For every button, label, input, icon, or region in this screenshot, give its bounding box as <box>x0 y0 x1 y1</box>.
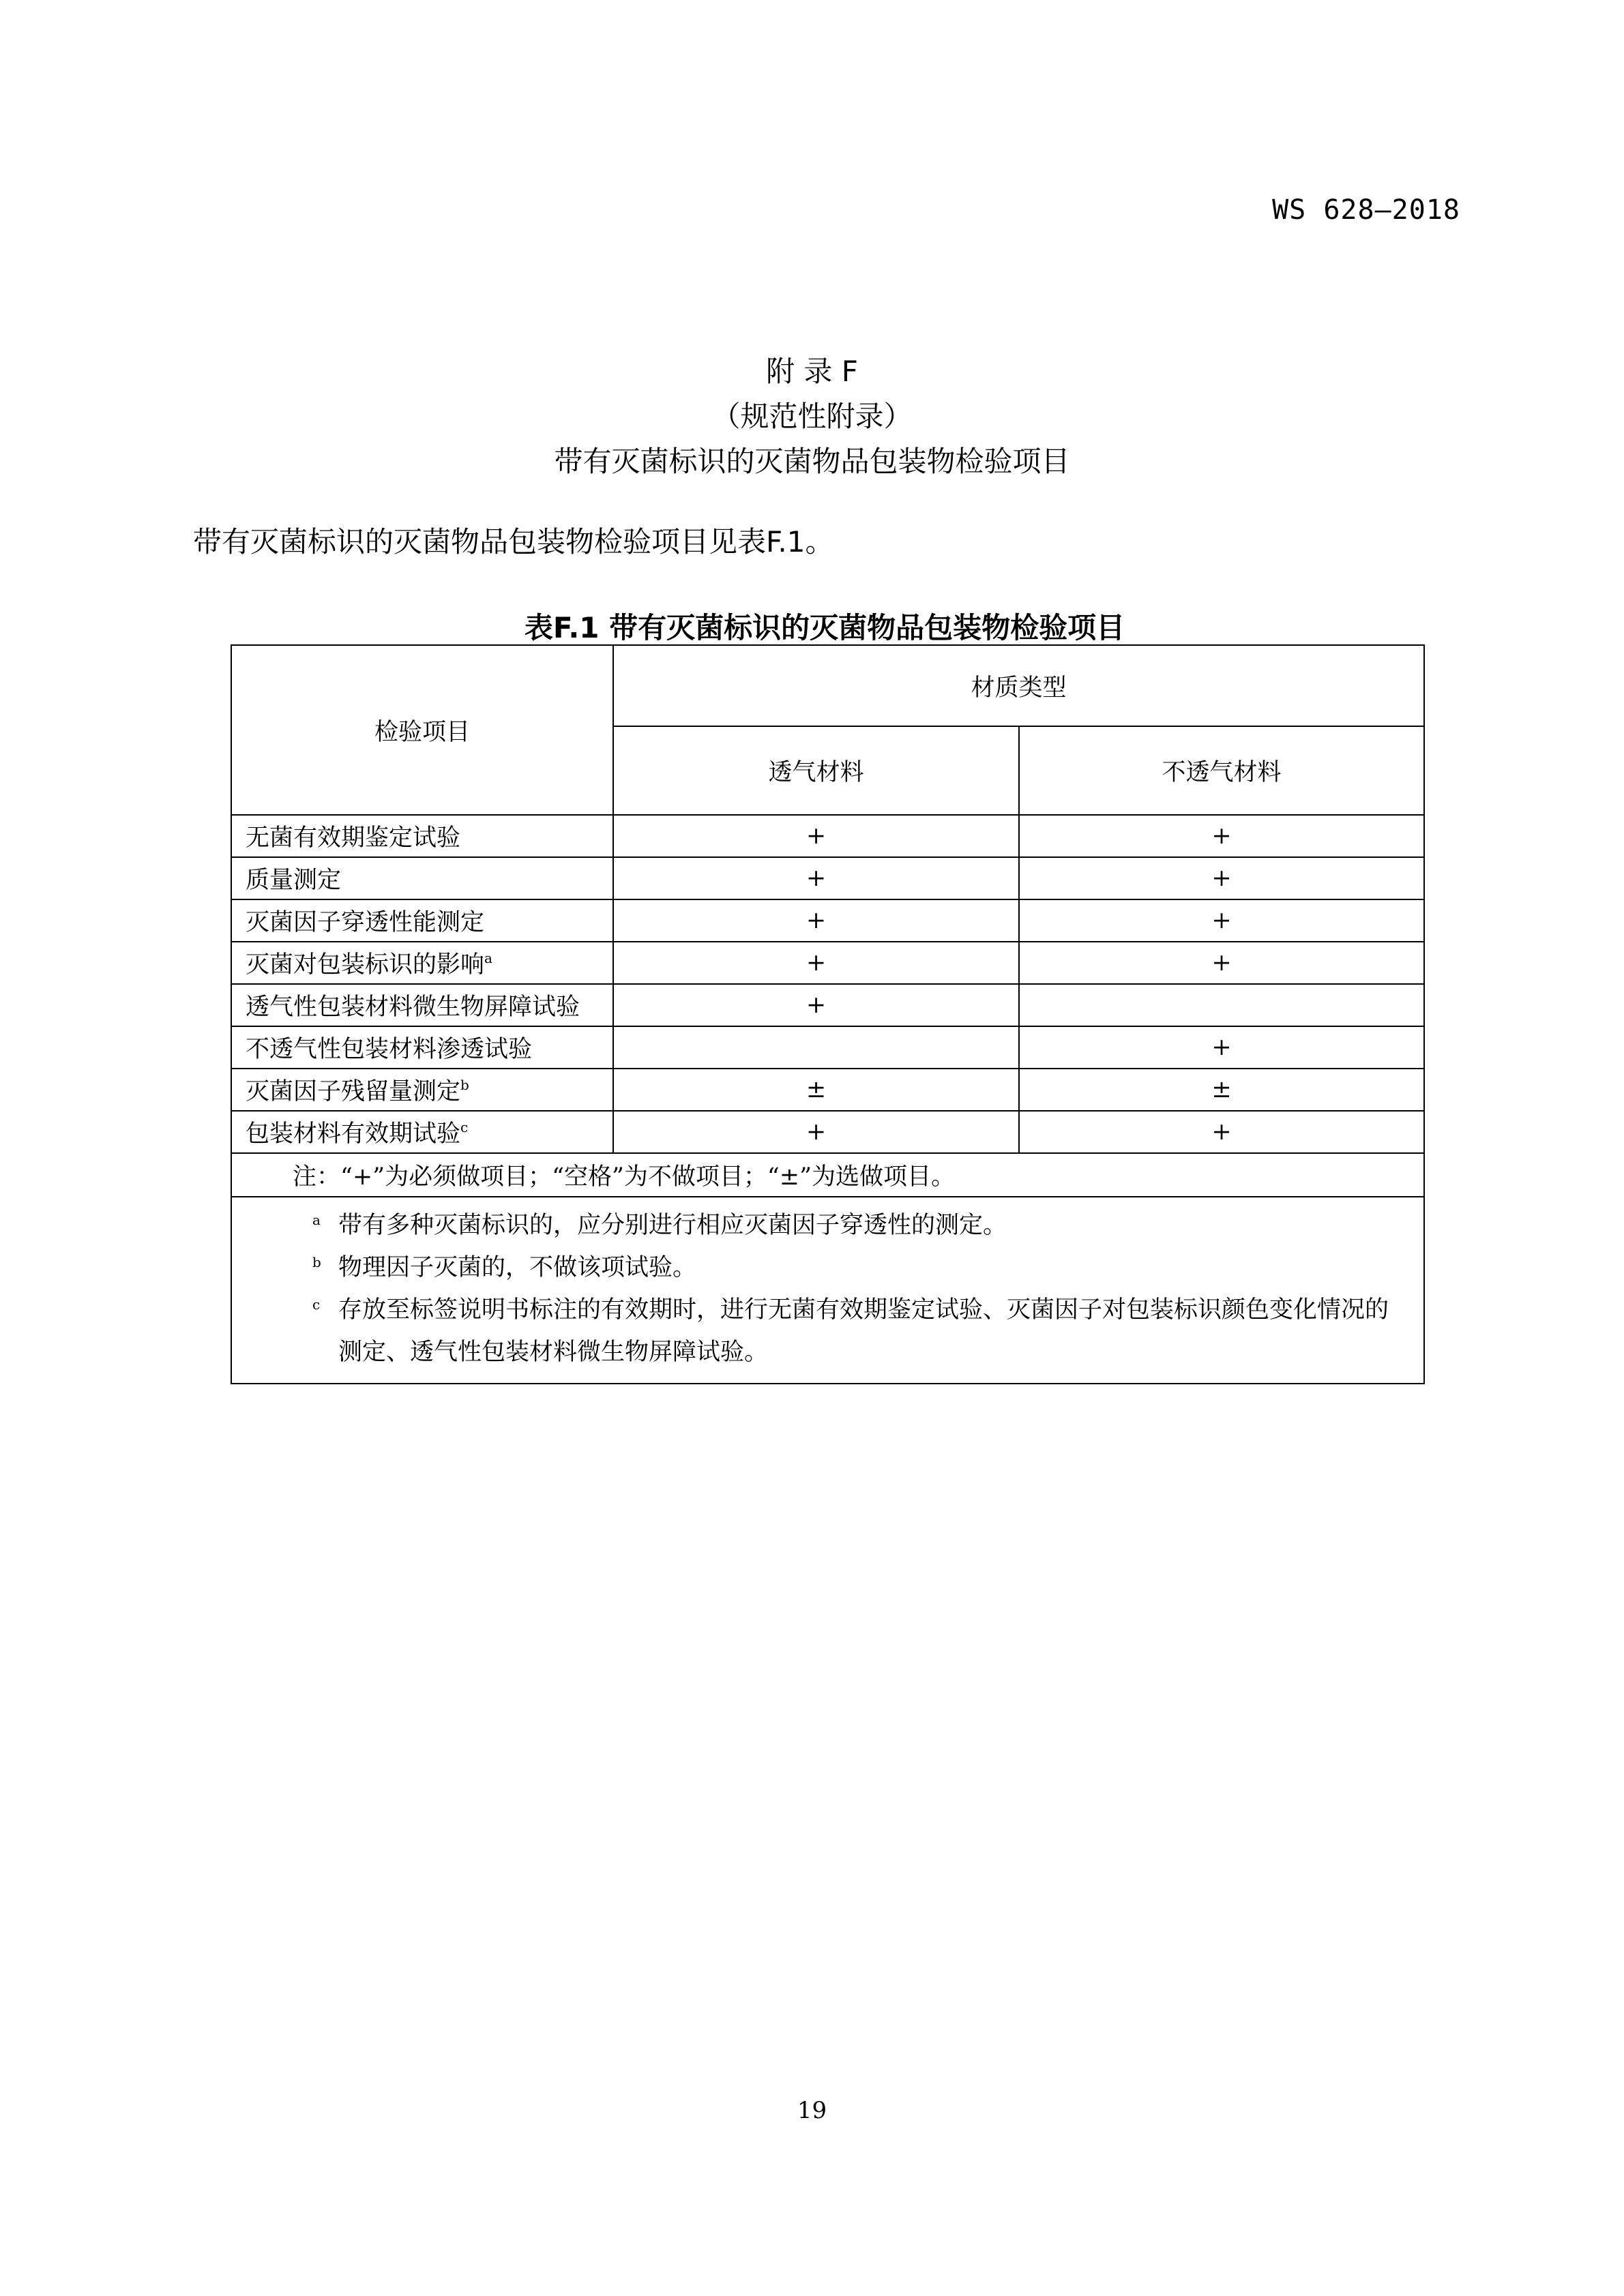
table-row <box>231 899 1424 942</box>
table-row <box>231 984 1424 1026</box>
intro-paragraph <box>193 520 834 561</box>
cell-breathable: + <box>613 1111 1019 1153</box>
footnote-marker: c <box>460 1119 469 1135</box>
header-breathable: 透气材料 <box>613 726 1019 815</box>
standard-code: WS 628—2018 <box>1272 194 1460 226</box>
intro-text: 带有灭菌标识的灭菌物品包装物检验项目见表 <box>193 525 767 558</box>
table-footnotes <box>231 1197 1424 1384</box>
row-item-name <box>231 815 613 857</box>
table-row <box>231 857 1424 899</box>
row-item-name <box>231 1069 613 1111</box>
footnote-marker: a <box>484 950 492 966</box>
cell-breathable: ± <box>613 1069 1019 1111</box>
table-row <box>231 942 1424 984</box>
cell-non-breathable: + <box>1019 857 1424 899</box>
row-item-text: 不透气性包装材料渗透试验 <box>246 1036 533 1063</box>
row-item-text: 无菌有效期鉴定试验 <box>246 824 461 852</box>
cell-non-breathable: + <box>1019 1111 1424 1153</box>
row-item-name <box>231 857 613 899</box>
table-note: 注：“+”为必须做项目；“空格”为不做项目；“±”为选做项目。 <box>231 1153 1424 1197</box>
cell-breathable: + <box>613 815 1019 857</box>
footnote-mark: b <box>312 1254 321 1270</box>
cell-breathable: + <box>613 857 1019 899</box>
table-header-row <box>231 645 1424 726</box>
table-footnotes-row <box>231 1197 1424 1384</box>
row-item-name <box>231 1026 613 1069</box>
cell-breathable <box>613 1026 1019 1069</box>
footnote-mark: c <box>312 1296 321 1313</box>
footnote-text: 物理因子灭菌的，不做该项试验。 <box>338 1254 697 1281</box>
header-item-column: 检验项目 <box>231 645 613 815</box>
footnote-marker: b <box>460 1077 469 1093</box>
cell-non-breathable: + <box>1019 815 1424 857</box>
row-item-name <box>231 942 613 984</box>
cell-breathable: + <box>613 942 1019 984</box>
row-item-text: 灭菌因子残留量测定 <box>246 1078 461 1105</box>
row-item-text: 透气性包装材料微生物屏障试验 <box>246 994 580 1021</box>
table-row <box>231 1026 1424 1069</box>
footnote-text: 带有多种灭菌标识的，应分别进行相应灭菌因子穿透性的测定。 <box>338 1212 1007 1239</box>
row-item-name <box>231 1111 613 1153</box>
appendix-type: （规范性附录） <box>711 400 913 433</box>
table-row <box>231 1111 1424 1153</box>
footnote <box>246 1204 1410 1247</box>
page-number: 19 <box>797 2097 827 2124</box>
row-item-name <box>231 899 613 942</box>
cell-breathable: + <box>613 899 1019 942</box>
table-row <box>231 815 1424 857</box>
footnote-mark: a <box>312 1212 321 1228</box>
inspection-table <box>231 644 1425 1384</box>
row-item-text: 包装材料有效期试验 <box>246 1120 461 1148</box>
table-caption: 表F.1 带有灭菌标识的灭菌物品包装物检验项目 <box>524 611 1125 644</box>
cell-non-breathable: + <box>1019 942 1424 984</box>
footnote <box>246 1247 1410 1289</box>
appendix-label: 附 录 F <box>766 355 858 388</box>
row-item-text: 灭菌因子穿透性能测定 <box>246 909 485 936</box>
intro-end: 。 <box>805 525 834 558</box>
row-item-text: 灭菌对包装标识的影响 <box>246 951 485 979</box>
table-note-row <box>231 1153 1424 1197</box>
cell-non-breathable <box>1019 984 1424 1026</box>
row-item-name <box>231 984 613 1026</box>
footnote-text: 存放至标签说明书标注的有效期时，进行无菌有效期鉴定试验、灭菌因子对包装标识颜色变化情况的测定、透气性包装材料微生物屏障试验。 <box>338 1296 1389 1366</box>
cell-breathable: + <box>613 984 1019 1026</box>
appendix-title: 带有灭菌标识的灭菌物品包装物检验项目 <box>554 445 1070 478</box>
cell-non-breathable: ± <box>1019 1069 1424 1111</box>
footnote <box>246 1289 1410 1373</box>
cell-non-breathable: + <box>1019 1026 1424 1069</box>
row-item-text: 质量测定 <box>246 867 342 894</box>
table-row <box>231 1069 1424 1111</box>
header-material-type: 材质类型 <box>613 645 1424 726</box>
cell-non-breathable: + <box>1019 899 1424 942</box>
appendix-heading <box>0 349 1624 484</box>
header-non-breathable: 不透气材料 <box>1019 726 1424 815</box>
intro-table-ref: F.1 <box>766 525 806 558</box>
